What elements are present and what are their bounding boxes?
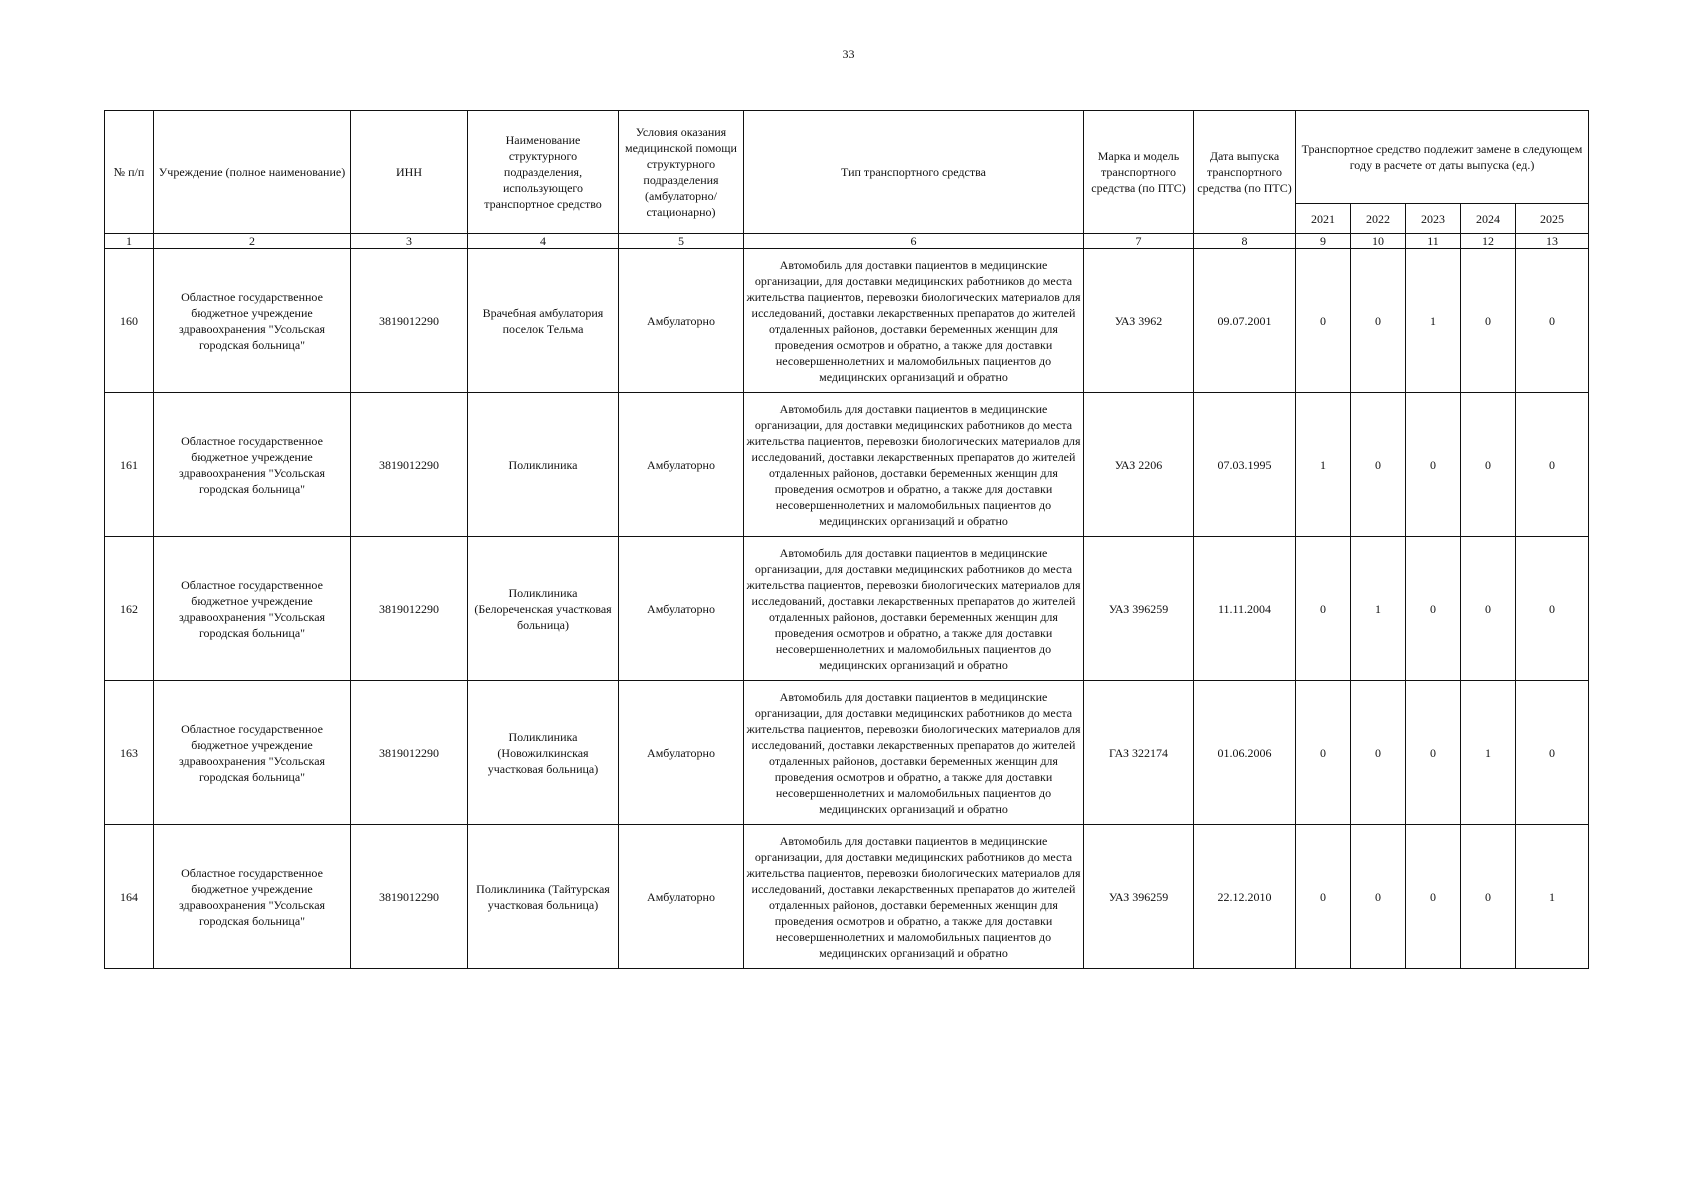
cell-brand: УАЗ 396259 (1084, 537, 1194, 681)
column-number: 9 (1296, 234, 1351, 249)
cell-institution: Областное государственное бюджетное учреждение здравоохранения "Усольская городская больница" (154, 825, 351, 969)
header-institution: Учреждение (полное наименование) (154, 111, 351, 234)
header-replacement: Транспортное средство подлежит замене в следующем году в расчете от даты выпуска (ед.) (1296, 111, 1589, 204)
cell-replacement-2025: 0 (1516, 537, 1589, 681)
header-year: 2025 (1516, 204, 1589, 234)
cell-replacement-2023: 0 (1406, 537, 1461, 681)
cell-conditions: Амбулаторно (619, 249, 744, 393)
cell-institution: Областное государственное бюджетное учреждение здравоохранения "Усольская городская больница" (154, 537, 351, 681)
page-number: 33 (842, 47, 855, 61)
cell-replacement-2021: 0 (1296, 681, 1351, 825)
cell-num: 162 (105, 537, 154, 681)
column-number: 4 (468, 234, 619, 249)
header-inn: ИНН (351, 111, 468, 234)
cell-inn: 3819012290 (351, 681, 468, 825)
cell-replacement-2024: 0 (1461, 825, 1516, 969)
cell-release-date: 11.11.2004 (1194, 537, 1296, 681)
column-number: 12 (1461, 234, 1516, 249)
column-number: 11 (1406, 234, 1461, 249)
header-row (105, 111, 1589, 204)
column-number: 6 (744, 234, 1084, 249)
cell-replacement-2023: 0 (1406, 825, 1461, 969)
cell-replacement-2023: 0 (1406, 393, 1461, 537)
table-row (105, 825, 1589, 969)
cell-num: 161 (105, 393, 154, 537)
cell-replacement-2025: 0 (1516, 681, 1589, 825)
table-row (105, 393, 1589, 537)
column-number: 1 (105, 234, 154, 249)
cell-subdivision: Поликлиника (468, 393, 619, 537)
cell-replacement-2022: 0 (1351, 249, 1406, 393)
cell-num: 163 (105, 681, 154, 825)
cell-release-date: 22.12.2010 (1194, 825, 1296, 969)
column-number: 8 (1194, 234, 1296, 249)
column-number: 10 (1351, 234, 1406, 249)
column-number: 2 (154, 234, 351, 249)
cell-replacement-2021: 0 (1296, 249, 1351, 393)
cell-replacement-2025: 0 (1516, 393, 1589, 537)
header-vehicle-type: Тип транспортного средства (744, 111, 1084, 234)
vehicle-registry-table (104, 110, 1589, 969)
header-year: 2024 (1461, 204, 1516, 234)
header-subdivision: Наименование структурного подразделения, использующего транспортное средство (468, 111, 619, 234)
cell-replacement-2022: 0 (1351, 393, 1406, 537)
cell-institution: Областное государственное бюджетное учреждение здравоохранения "Усольская городская больница" (154, 681, 351, 825)
cell-release-date: 09.07.2001 (1194, 249, 1296, 393)
cell-brand: ГАЗ 322174 (1084, 681, 1194, 825)
cell-replacement-2022: 0 (1351, 825, 1406, 969)
header-release-date: Дата выпуска транспортного средства (по ПТС) (1194, 111, 1296, 234)
column-number: 7 (1084, 234, 1194, 249)
cell-inn: 3819012290 (351, 393, 468, 537)
cell-replacement-2025: 1 (1516, 825, 1589, 969)
column-number: 13 (1516, 234, 1589, 249)
header-num: № п/п (105, 111, 154, 234)
table-row (105, 249, 1589, 393)
header-year: 2023 (1406, 204, 1461, 234)
header-year: 2022 (1351, 204, 1406, 234)
cell-institution: Областное государственное бюджетное учреждение здравоохранения "Усольская городская больница" (154, 249, 351, 393)
cell-vehicle-type: Автомобиль для доставки пациентов в медицинские организации, для доставки медицинских работников до места жительства пациентов, перевозки биологических материалов для исследований, доставки лекарственных препаратов до жителей отдаленных районов, доставки беременных женщин для проведения осмотров и обратно, а также для доставки несовершеннолетних и маломобильных пациентов до медицинских организаций и обратно (744, 249, 1084, 393)
cell-inn: 3819012290 (351, 249, 468, 393)
cell-vehicle-type: Автомобиль для доставки пациентов в медицинские организации, для доставки медицинских работников до места жительства пациентов, перевозки биологических материалов для исследований, доставки лекарственных препаратов до жителей отдаленных районов, доставки беременных женщин для проведения осмотров и обратно, а также для доставки несовершеннолетних и маломобильных пациентов до медицинских организаций и обратно (744, 537, 1084, 681)
cell-vehicle-type: Автомобиль для доставки пациентов в медицинские организации, для доставки медицинских работников до места жительства пациентов, перевозки биологических материалов для исследований, доставки лекарственных препаратов до жителей отдаленных районов, доставки беременных женщин для проведения осмотров и обратно, а также для доставки несовершеннолетних и маломобильных пациентов до медицинских организаций и обратно (744, 393, 1084, 537)
table-row (105, 681, 1589, 825)
cell-institution: Областное государственное бюджетное учреждение здравоохранения "Усольская городская больница" (154, 393, 351, 537)
cell-brand: УАЗ 2206 (1084, 393, 1194, 537)
cell-replacement-2021: 0 (1296, 825, 1351, 969)
cell-num: 160 (105, 249, 154, 393)
cell-num: 164 (105, 825, 154, 969)
cell-conditions: Амбулаторно (619, 393, 744, 537)
cell-replacement-2022: 0 (1351, 681, 1406, 825)
cell-replacement-2025: 0 (1516, 249, 1589, 393)
cell-subdivision: Поликлиника (Тайтурская участковая больница) (468, 825, 619, 969)
cell-replacement-2024: 0 (1461, 249, 1516, 393)
header-conditions: Условия оказания медицинской помощи структурного подразделения (амбулаторно/ стационарно) (619, 111, 744, 234)
header-year: 2021 (1296, 204, 1351, 234)
cell-replacement-2021: 1 (1296, 393, 1351, 537)
cell-vehicle-type: Автомобиль для доставки пациентов в медицинские организации, для доставки медицинских работников до места жительства пациентов, перевозки биологических материалов для исследований, доставки лекарственных препаратов до жителей отдаленных районов, доставки беременных женщин для проведения осмотров и обратно, а также для доставки несовершеннолетних и маломобильных пациентов до медицинских организаций и обратно (744, 681, 1084, 825)
cell-release-date: 01.06.2006 (1194, 681, 1296, 825)
table-row (105, 537, 1589, 681)
cell-brand: УАЗ 396259 (1084, 825, 1194, 969)
cell-subdivision: Поликлиника (Новожилкинская участковая больница) (468, 681, 619, 825)
cell-vehicle-type: Автомобиль для доставки пациентов в медицинские организации, для доставки медицинских работников до места жительства пациентов, перевозки биологических материалов для исследований, доставки лекарственных препаратов до жителей отдаленных районов, доставки беременных женщин для проведения осмотров и обратно, а также для доставки несовершеннолетних и маломобильных пациентов до медицинских организаций и обратно (744, 825, 1084, 969)
cell-release-date: 07.03.1995 (1194, 393, 1296, 537)
cell-replacement-2024: 0 (1461, 393, 1516, 537)
cell-replacement-2023: 1 (1406, 249, 1461, 393)
cell-replacement-2021: 0 (1296, 537, 1351, 681)
cell-subdivision: Поликлиника (Белореченская участковая больница) (468, 537, 619, 681)
cell-conditions: Амбулаторно (619, 537, 744, 681)
cell-conditions: Амбулаторно (619, 681, 744, 825)
cell-inn: 3819012290 (351, 825, 468, 969)
cell-replacement-2022: 1 (1351, 537, 1406, 681)
cell-replacement-2023: 0 (1406, 681, 1461, 825)
column-number: 3 (351, 234, 468, 249)
cell-conditions: Амбулаторно (619, 825, 744, 969)
cell-replacement-2024: 1 (1461, 681, 1516, 825)
column-number-row (105, 234, 1589, 249)
cell-subdivision: Врачебная амбулатория поселок Тельма (468, 249, 619, 393)
cell-brand: УАЗ 3962 (1084, 249, 1194, 393)
cell-inn: 3819012290 (351, 537, 468, 681)
cell-replacement-2024: 0 (1461, 537, 1516, 681)
column-number: 5 (619, 234, 744, 249)
header-brand: Марка и модель транспортного средства (по ПТС) (1084, 111, 1194, 234)
